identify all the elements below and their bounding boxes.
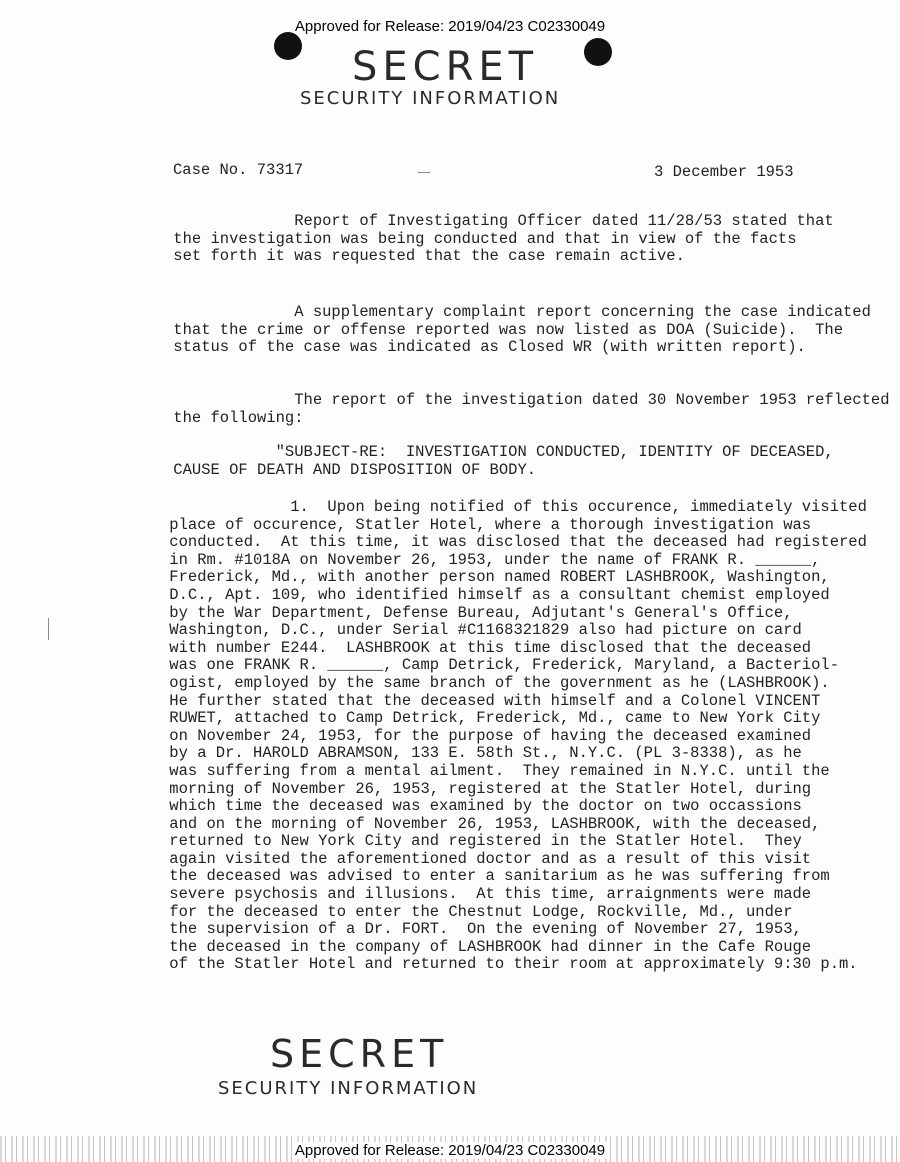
stray-mark	[418, 172, 430, 173]
paragraph-supplementary-complaint: A supplementary complaint report concerning the case indicated that the crime or offense reported was now listed as DOA (Suicide). The status of the case was indicated as Closed WR (with written report).	[173, 303, 871, 356]
punch-hole-right	[584, 38, 612, 66]
paragraph-report-reflected: The report of the investigation dated 30 November 1953 reflected the following:	[173, 391, 890, 427]
margin-mark	[48, 618, 49, 640]
security-info-header: SECURITY INFORMATION	[300, 88, 561, 109]
investigation-body: 1. Upon being notified of this occurence, immediately visited place of occurence, Statler Hotel, where a thorough investigation was conducted. At this time, it was disclosed that the deceased had registered in Rm. #1018A on November 26, 1953, under the name of FRANK R. ______, Frederick, Md., with another person named ROBERT LASHBROOK, Washington, D.C., Apt. 109, who identified himself as a consultant chemist employed by the War Department, Defense Bureau, Adjutant's General's Office, Washington, D.C., under Serial #C1168321829 also had picture on card with number E244. LASHBROOK at this time disclosed that the deceased was one FRANK R. ______, Camp Detrick, Frederick, Maryland, a Bacteriol- ogist, employed by the same branch of the government as he (LASHBROOK). He further stated that the deceased with himself and a Colonel VINCENT RUWET, attached to Camp Detrick, Frederick, Md., came to New York City on November 24, 1953, for the purpose of having the deceased examined by a Dr. HAROLD ABRAMSON, 133 E. 58th St., N.Y.C. (PL 3-8338), as he was suffering from a mental ailment. They remained in N.Y.C. until the morning of November 26, 1953, registered at the Statler Hotel, during which time the deceased was examined by the doctor on two occassions and on the morning of November 26, 1953, LASHBROOK, with the deceased, returned to New York City and registered in the Statler Hotel. They again visited the aforementioned doctor and as a result of this visit the deceased was advised to enter a sanitarium as he was suffering from severe psychosis and illusions. At this time, arraignments were made for the deceased to enter the Chestnut Lodge, Rockville, Md., under the supervision of a Dr. FORT. On the evening of November 27, 1953, the deceased in the company of LASHBROOK had dinner in the Cafe Rouge of the Statler Hotel and returned to their room at approximately 9:30 p.m.	[169, 498, 867, 974]
approval-stamp-bottom	[0, 1142, 900, 1159]
subject-line: "SUBJECT-RE: INVESTIGATION CONDUCTED, IDENTITY OF DECEASED, CAUSE OF DEATH AND DISPOSITION OF BODY.	[173, 443, 834, 479]
classification-footer: SECRET	[270, 1032, 449, 1076]
paragraph-report-of-investigating-officer: Report of Investigating Officer dated 11/28/53 stated that the investigation was being conducted and that in view of the facts set forth it was requested that the case remain active.	[173, 212, 834, 265]
classification-header: SECRET	[352, 44, 539, 90]
document-date: 3 December 1953	[654, 163, 794, 181]
approval-stamp-bottom-text: Approved for Release: 2019/04/23 C02330049	[292, 1142, 608, 1159]
punch-hole-left	[274, 32, 302, 60]
approval-stamp-top: Approved for Release: 2019/04/23 C02330049	[294, 18, 606, 35]
case-number: Case No. 73317	[173, 161, 304, 179]
security-info-footer: SECURITY INFORMATION	[218, 1078, 479, 1099]
